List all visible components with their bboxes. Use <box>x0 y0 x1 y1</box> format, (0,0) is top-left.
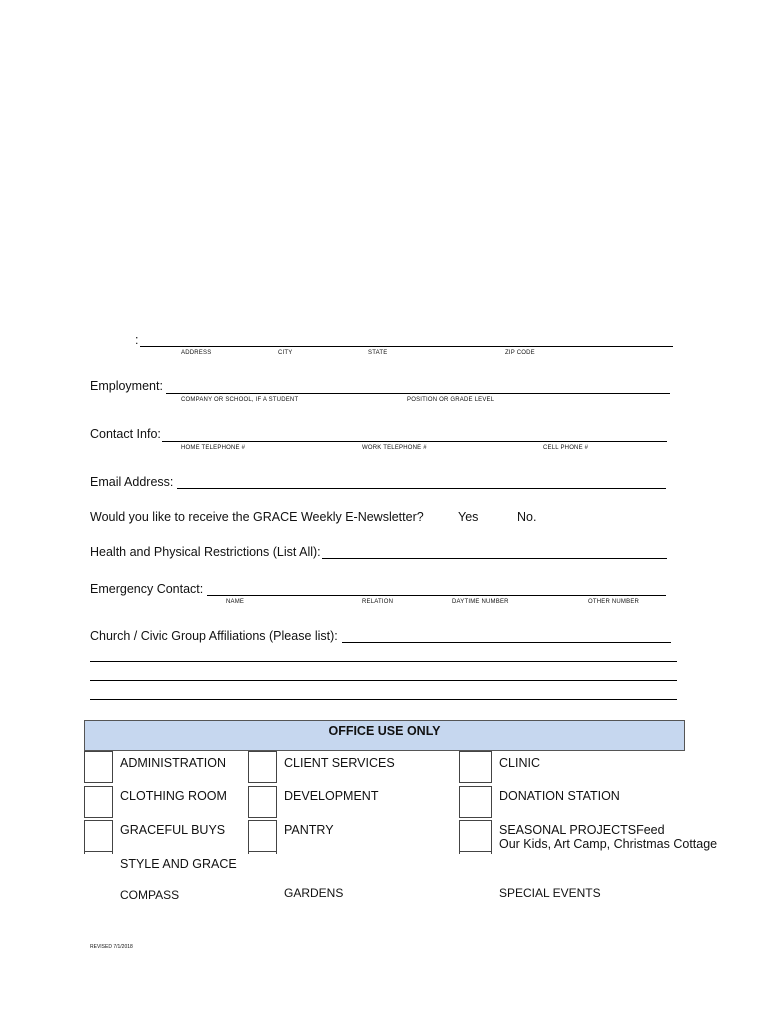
checkbox-administration[interactable] <box>84 751 113 783</box>
option-development: DEVELOPMENT <box>284 789 379 803</box>
emergency-sub-relation: RELATION <box>362 599 394 605</box>
health-label: Health and Physical Restrictions (List All): <box>90 545 321 559</box>
employment-sub-position: POSITION OR GRADE LEVEL <box>407 397 495 403</box>
email-line[interactable] <box>177 488 666 489</box>
emergency-sub-other: OTHER NUMBER <box>588 599 640 605</box>
option-gardens: GARDENS <box>284 886 344 900</box>
revised-note: REVISED 7/1/2018 <box>90 944 133 950</box>
address-line[interactable] <box>140 346 673 347</box>
grid-divider <box>459 840 460 854</box>
contact-line[interactable] <box>162 441 667 442</box>
address-sub-address: ADDRESS <box>181 350 212 356</box>
newsletter-yes[interactable]: Yes <box>458 510 479 524</box>
option-pantry: PANTRY <box>284 823 334 837</box>
employment-label: Employment: <box>90 379 163 393</box>
church-line-1[interactable] <box>342 642 671 643</box>
newsletter-no[interactable]: No. <box>517 510 537 524</box>
option-seasonal-projects: SEASONAL PROJECTSFeed <box>499 823 665 837</box>
contact-sub-cell: CELL PHONE # <box>543 445 589 451</box>
option-administration: ADMINISTRATION <box>120 756 227 770</box>
office-use-header <box>84 720 685 751</box>
option-special-events: SPECIAL EVENTS <box>499 886 601 900</box>
church-line-3[interactable] <box>90 680 677 681</box>
office-use-title: OFFICE USE ONLY <box>328 724 441 738</box>
grid-divider <box>112 840 113 854</box>
employment-line[interactable] <box>166 393 670 394</box>
church-label: Church / Civic Group Affiliations (Please list): <box>90 629 338 643</box>
checkbox-seasonal-projects[interactable] <box>459 820 492 852</box>
address-sub-zip: ZIP CODE <box>505 350 535 356</box>
grid-divider <box>248 840 249 854</box>
emergency-sub-name: NAME <box>226 599 245 605</box>
option-seasonal-projects-detail: Our Kids, Art Camp, Christmas Cottage <box>499 837 718 851</box>
checkbox-client-services[interactable] <box>248 751 277 783</box>
option-graceful-buys: GRACEFUL BUYS <box>120 823 226 837</box>
emergency-line[interactable] <box>207 595 666 596</box>
email-label: Email Address: <box>90 475 174 489</box>
contact-sub-home: HOME TELEPHONE # <box>181 445 246 451</box>
church-line-4[interactable] <box>90 699 677 700</box>
checkbox-donation-station[interactable] <box>459 786 492 818</box>
option-style-and-grace: STYLE AND GRACE <box>120 857 237 871</box>
emergency-label: Emergency Contact: <box>90 582 204 596</box>
checkbox-pantry[interactable] <box>248 820 277 852</box>
checkbox-graceful-buys[interactable] <box>84 820 113 852</box>
emergency-sub-daytime: DAYTIME NUMBER <box>452 599 509 605</box>
grid-divider <box>84 840 85 854</box>
address-sub-state: STATE <box>368 350 388 356</box>
option-client-services: CLIENT SERVICES <box>284 756 395 770</box>
checkbox-clothing-room[interactable] <box>84 786 113 818</box>
checkbox-clinic[interactable] <box>459 751 492 783</box>
grid-divider <box>491 840 492 854</box>
health-line[interactable] <box>322 558 667 559</box>
employment-sub-company: COMPANY OR SCHOOL, IF A STUDENT <box>181 397 299 403</box>
option-donation-station: DONATION STATION <box>499 789 620 803</box>
grid-divider <box>276 840 277 854</box>
option-compass: COMPASS <box>120 888 180 902</box>
address-colon: : <box>135 333 139 347</box>
church-line-2[interactable] <box>90 661 677 662</box>
option-clinic: CLINIC <box>499 756 540 770</box>
contact-sub-work: WORK TELEPHONE # <box>362 445 427 451</box>
option-clothing-room: CLOTHING ROOM <box>120 789 227 803</box>
checkbox-development[interactable] <box>248 786 277 818</box>
address-sub-city: CITY <box>278 350 293 356</box>
newsletter-question: Would you like to receive the GRACE Weekly E-Newsletter? <box>90 510 424 524</box>
contact-label: Contact Info: <box>90 427 161 441</box>
